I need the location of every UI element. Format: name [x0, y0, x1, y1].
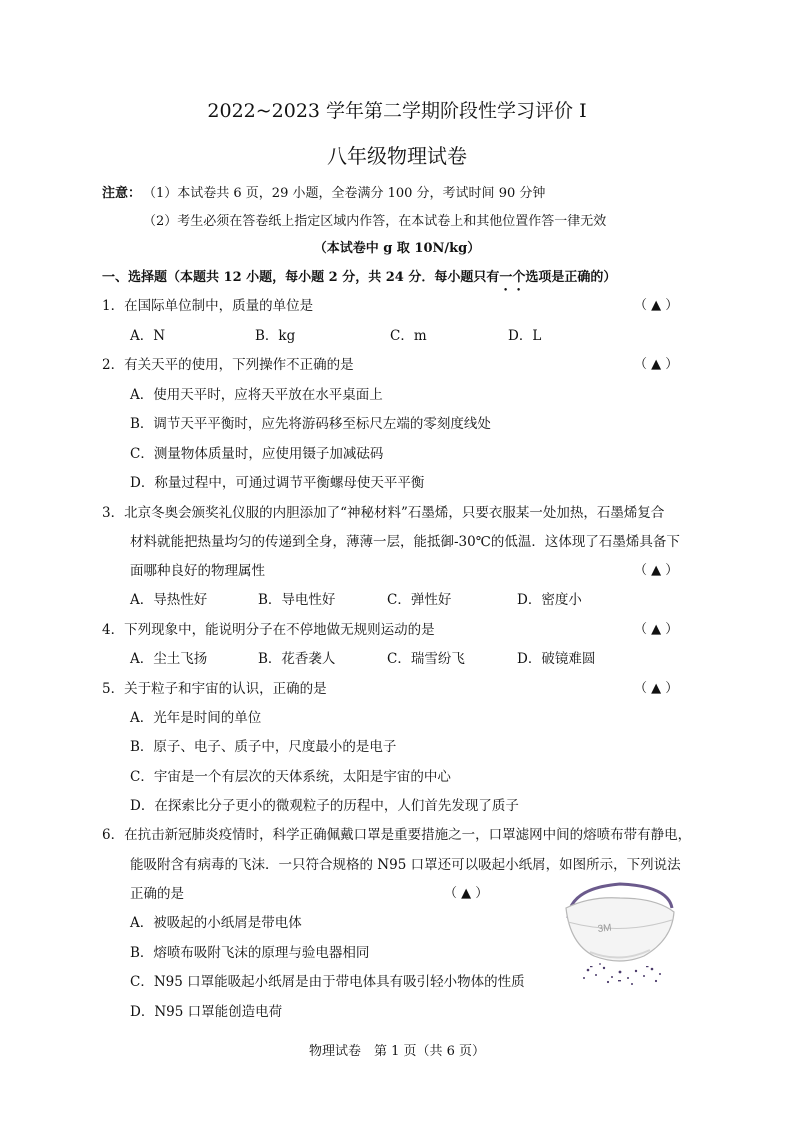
question-6-option-b: B．熔喷布吸附飞沫的原理与验电器相同 [130, 945, 370, 961]
question-4-stem: 4．下列现象中，能说明分子在不停地做无规则运动的是 [102, 622, 435, 638]
question-5-option-a: A．光年是时间的单位 [130, 710, 262, 726]
question-1-stem: 1．在国际单位制中，质量的单位是 [102, 298, 314, 314]
question-2-stem: 2．有关天平的使用，下列操作不正确的是 [102, 357, 354, 373]
question-2-option-d: D．称量过程中，可通过调节平衡螺母使天平平衡 [130, 475, 425, 491]
section-heading-emphasis: 一个 [499, 270, 526, 285]
question-3-option-a: A．导热性好 [130, 592, 208, 608]
question-5-option-d: D．在探索比分子更小的微观粒子的历程中，人们首先发现了质子 [130, 798, 519, 814]
question-4-option-a: A．尘土飞扬 [130, 651, 208, 667]
question-1-option-b: B．kg [255, 328, 296, 344]
question-6-option-d: D．N95 口罩能创造电荷 [130, 1004, 283, 1020]
question-6-option-c: C．N95 口罩能吸起小纸屑是由于带电体具有吸引轻小物体的性质 [130, 974, 525, 990]
question-5-option-c: C．宇宙是一个有层次的天体系统，太阳是宇宙的中心 [130, 769, 451, 785]
answer-mark: （ ▲ ） [634, 622, 679, 637]
section-heading-tail: 选项是正确的） [525, 270, 617, 285]
answer-mark: （ ▲ ） [634, 563, 679, 578]
question-2-option-b: B．调节天平平衡时，应先将游码移至标尺左端的零刻度线处 [130, 416, 491, 432]
question-6-stem-line-2: 能吸附含有病毒的飞沫．一只符合规格的 N95 口罩还可以吸起小纸屑，如图所示，下列说法 [130, 857, 681, 873]
question-6-option-a: A．被吸起的小纸屑是带电体 [130, 915, 302, 931]
mask-body [566, 898, 674, 961]
question-5-option-b: B．原子、电子、质子中，尺度最小的是电子 [130, 739, 397, 755]
n95-mask-figure [560, 878, 680, 988]
question-6-stem-line-1: 6．在抗击新冠肺炎疫情时，科学正确佩戴口罩是重要措施之一，口罩滤网中间的熔喷布带有静电， [102, 827, 692, 843]
question-3-stem-line-2: 材料就能把热量均匀的传递到全身，薄薄一层，能抵御-30℃的低温．这体现了石墨烯具备下 [130, 534, 680, 550]
question-4-option-c: C．瑞雪纷飞 [387, 651, 465, 667]
question-4-option-b: B．花香袭人 [258, 651, 336, 667]
notes-label: 注意： [102, 186, 142, 201]
question-1-option-d: D．L [508, 328, 542, 344]
g-note: （本试卷中 g 取 10N/kg） [313, 241, 481, 256]
note-item-1: （1）本试卷共 6 页，29 小题，全卷满分 100 分，考试时间 90 分钟 [143, 186, 546, 201]
question-1-option-a: A．N [130, 328, 166, 344]
question-3-option-d: D．密度小 [517, 592, 582, 608]
question-2-option-a: A．使用天平时，应将天平放在水平桌面上 [130, 387, 383, 403]
note-item-2: （2）考生必须在答卷纸上指定区域内作答，在本试卷上和其他位置作答一律无效 [143, 214, 607, 229]
section-heading [102, 266, 616, 294]
question-6-stem-line-3: 正确的是 [130, 886, 184, 902]
answer-mark: （ ▲ ） [634, 681, 679, 696]
section-heading-main: 一、选择题（本题共 12 小题，每小题 2 分，共 24 分．每小题只有 [102, 270, 500, 285]
question-2-option-c: C．测量物体质量时，应使用镊子加减砝码 [130, 446, 384, 462]
answer-mark: （ ▲ ） [634, 298, 679, 313]
exam-title: 2022~2023 学年第二学期阶段性学习评价 I [207, 100, 587, 122]
page-footer: 物理试卷 第 1 页（共 6 页） [308, 1044, 486, 1059]
exam-subtitle: 八年级物理试卷 [327, 144, 467, 168]
answer-mark: （ ▲ ） [444, 886, 489, 901]
question-4-option-d: D．破镜难圆 [517, 651, 596, 667]
question-5-stem: 5．关于粒子和宇宙的认识，正确的是 [102, 681, 327, 697]
question-3-option-c: C．弹性好 [387, 592, 452, 608]
paper-scraps [583, 963, 661, 985]
question-3-option-b: B．导电性好 [258, 592, 336, 608]
answer-mark: （ ▲ ） [634, 357, 679, 372]
question-3-stem-line-3: 面哪种良好的物理属性 [130, 563, 265, 579]
mask-brand-label: 3M [597, 922, 613, 935]
question-3-stem-line-1: 3．北京冬奥会颁奖礼仪服的内胆添加了“神秘材料”石墨烯，只要衣服某一处加热，石墨烯复合 [102, 505, 665, 521]
question-1-option-c: C．m [390, 328, 427, 344]
